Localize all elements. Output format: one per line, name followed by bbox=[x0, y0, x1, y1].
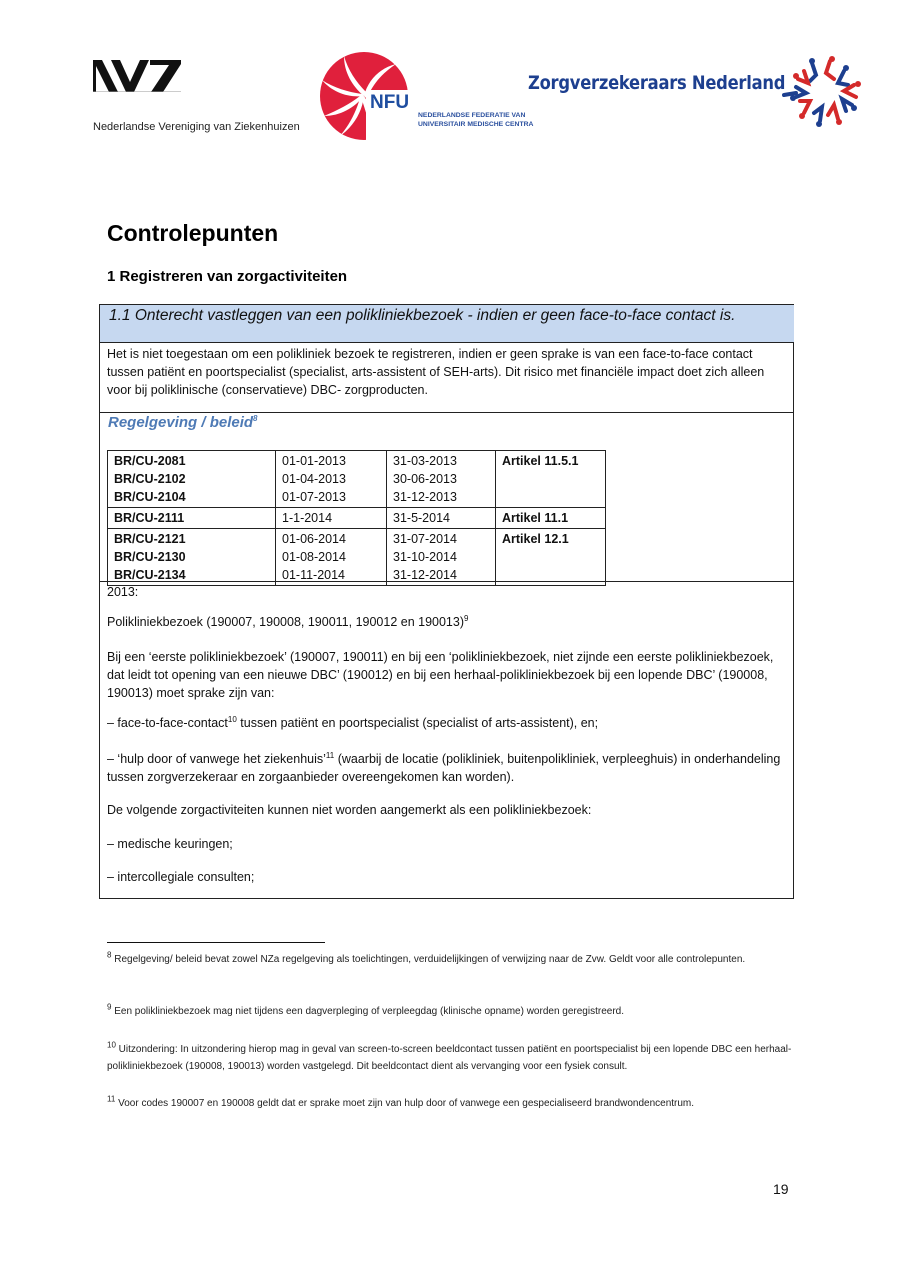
rules-table bbox=[107, 450, 606, 586]
bullet-text: – ‘hulp door of vanwege het ziekenhuis’ bbox=[107, 752, 326, 766]
bullet-text: tussen patiënt en poortspecialist (specialist of arts-assistent), en; bbox=[236, 716, 599, 730]
rule-article: Artikel 11.5.1 bbox=[496, 451, 606, 508]
bullet-item: – intercollegiale consulten; bbox=[107, 870, 255, 884]
footnote-text: Uitzondering: In uitzondering hierop mag in geval van screen-to-screen beeldcontact tussen patiënt en poortspecialist bij een lopende DBC een herhaal-polikliniekbezoek (190008, 190013) worden vastgelegd. Dit beeldcontact dient als vervanging voor een fysiek consult. bbox=[107, 1044, 792, 1072]
rules-table-row bbox=[108, 508, 606, 529]
rules-cell-codes bbox=[108, 529, 276, 586]
start-date: 01-07-2013 bbox=[282, 490, 346, 504]
divider bbox=[100, 581, 794, 582]
footnote-ref: 10 bbox=[227, 714, 237, 724]
nvz-logo-mark bbox=[93, 60, 181, 92]
rules-cell-end bbox=[387, 451, 496, 508]
rules-cell-codes bbox=[108, 508, 276, 529]
rule-code: BR/CU-2130 bbox=[114, 550, 186, 564]
start-date: 01-11-2014 bbox=[282, 568, 346, 582]
rule-article: Artikel 11.1 bbox=[496, 508, 606, 529]
rules-cell-end bbox=[387, 529, 496, 586]
end-date: 31-12-2013 bbox=[393, 490, 457, 504]
section-title: 1 Registreren van zorgactiviteiten bbox=[107, 268, 348, 285]
control-point-header: 1.1 Onterecht vastleggen van een polikliniekbezoek - indien er geen face-to-face contact is. bbox=[109, 307, 736, 324]
nfu-abbreviation: NFU bbox=[370, 92, 410, 113]
rule-code: BR/CU-2081 bbox=[114, 454, 186, 468]
end-date: 31-07-2014 bbox=[393, 532, 457, 546]
rules-table-row bbox=[108, 451, 606, 508]
rules-cell-start bbox=[276, 529, 387, 586]
paragraph: Bij een ‘eerste polikliniekbezoek’ (190007, 190011) en bij een ‘polikliniekbezoek, niet zijnde een eerste polikliniekbezoek, dat leidt tot opening van een nieuwe DBC’ (190012) en bij een herhaal-polikliniekbezoek bij een lopende DBC’ (190008, 190013) moet sprake zijn van: bbox=[107, 650, 774, 700]
rules-cell-end bbox=[387, 508, 496, 529]
start-date: 01-08-2014 bbox=[282, 550, 346, 564]
footnote-number: 9 bbox=[107, 1002, 112, 1012]
end-date: 31-03-2013 bbox=[393, 454, 457, 468]
footnote-8 bbox=[107, 951, 797, 968]
footnote-ref: 8 bbox=[253, 414, 258, 423]
footnote-9 bbox=[107, 1003, 797, 1020]
nfu-line-2: UNIVERSITAIR MEDISCHE CENTRA bbox=[418, 121, 534, 128]
footnote-10 bbox=[107, 1041, 797, 1075]
rule-code: BR/CU-2102 bbox=[114, 472, 186, 486]
end-date: 31-12-2014 bbox=[393, 568, 457, 582]
control-point-description: Het is niet toegestaan om een polikliniek bezoek te registreren, indien er geen sprake is van een face-to-face contact tussen patiënt en poortspecialist (specialist, arts-assistent of SEH-arts). Dit risico met financiële impact doet zich alleen voor bij poliklinische (conservatieve) DBC- zorgproducten. bbox=[107, 347, 765, 397]
footnote-text: Regelgeving/ beleid bevat zowel NZa regelgeving als toelichtingen, verduidelijkingen of verwijzing naar de Zvw. Geldt voor alle controlepunten. bbox=[111, 954, 746, 965]
footnote-number: 8 bbox=[107, 950, 112, 960]
end-date: 30-06-2013 bbox=[393, 472, 457, 486]
nfu-full-name bbox=[418, 111, 533, 129]
start-date: 01-01-2013 bbox=[282, 454, 346, 468]
bullet-text: (waarbij de locatie (polikliniek, buitenpolikliniek, verpleeghuis) in onderhandeling tussen zorgverzekeraar en zorgaanbieder overeengekomen kan worden). bbox=[107, 752, 781, 784]
bullet-item bbox=[107, 750, 787, 786]
rules-cell-start bbox=[276, 451, 387, 508]
page-title: Controlepunten bbox=[107, 220, 279, 246]
zn-figures-icon bbox=[782, 55, 866, 127]
nvz-name: Nederlandse Vereniging van Ziekenhuizen bbox=[93, 121, 300, 133]
start-date: 1-1-2014 bbox=[282, 511, 333, 525]
paragraph-text: Polikliniekbezoek (190007, 190008, 190011, 190012 en 190013) bbox=[107, 615, 465, 629]
footnote-number: 10 bbox=[107, 1040, 116, 1050]
rule-code: BR/CU-2134 bbox=[114, 568, 186, 582]
end-date: 31-10-2014 bbox=[393, 550, 457, 564]
rules-cell-start bbox=[276, 508, 387, 529]
bullet-item: – medische keuringen; bbox=[107, 837, 233, 851]
start-date: 01-06-2014 bbox=[282, 532, 346, 546]
zn-name: Zorgverzekeraars Nederland bbox=[528, 72, 786, 94]
bullet-text: – face-to-face-contact bbox=[107, 716, 228, 730]
rule-article: Artikel 12.1 bbox=[496, 529, 606, 586]
rules-cell-codes bbox=[108, 451, 276, 508]
footnote-11 bbox=[107, 1095, 797, 1112]
nfu-line-1: NEDERLANDSE FEDERATIE VAN bbox=[418, 112, 526, 119]
end-date: 31-5-2014 bbox=[393, 511, 450, 525]
footnote-ref: 11 bbox=[325, 750, 335, 760]
footnote-text: Voor codes 190007 en 190008 geldt dat er sprake moet zijn van hulp door of vanwege een gespecialiseerd brandwondencentrum. bbox=[115, 1098, 695, 1109]
rule-code: BR/CU-2104 bbox=[114, 490, 186, 504]
page-number: 19 bbox=[773, 1181, 789, 1197]
start-date: 01-04-2013 bbox=[282, 472, 346, 486]
rule-code: BR/CU-2111 bbox=[114, 511, 185, 525]
rule-code: BR/CU-2121 bbox=[114, 532, 186, 546]
regulation-heading-text: Regelgeving / beleid bbox=[108, 414, 254, 431]
footnote-text: Een polikliniekbezoek mag niet tijdens een dagverpleging of verpleegdag (klinische opname) worden geregistreerd. bbox=[111, 1006, 624, 1017]
divider bbox=[100, 412, 794, 413]
paragraph bbox=[107, 613, 787, 631]
footnote-number: 11 bbox=[107, 1094, 116, 1104]
footnote-separator bbox=[107, 942, 325, 943]
paragraph: De volgende zorgactiviteiten kunnen niet worden aangemerkt als een polikliniekbezoek: bbox=[107, 803, 592, 817]
footnote-ref: 9 bbox=[464, 613, 469, 623]
rules-table-row bbox=[108, 529, 606, 586]
year-label: 2013: bbox=[107, 585, 139, 599]
regulation-heading bbox=[108, 414, 258, 431]
bullet-item bbox=[107, 714, 787, 732]
